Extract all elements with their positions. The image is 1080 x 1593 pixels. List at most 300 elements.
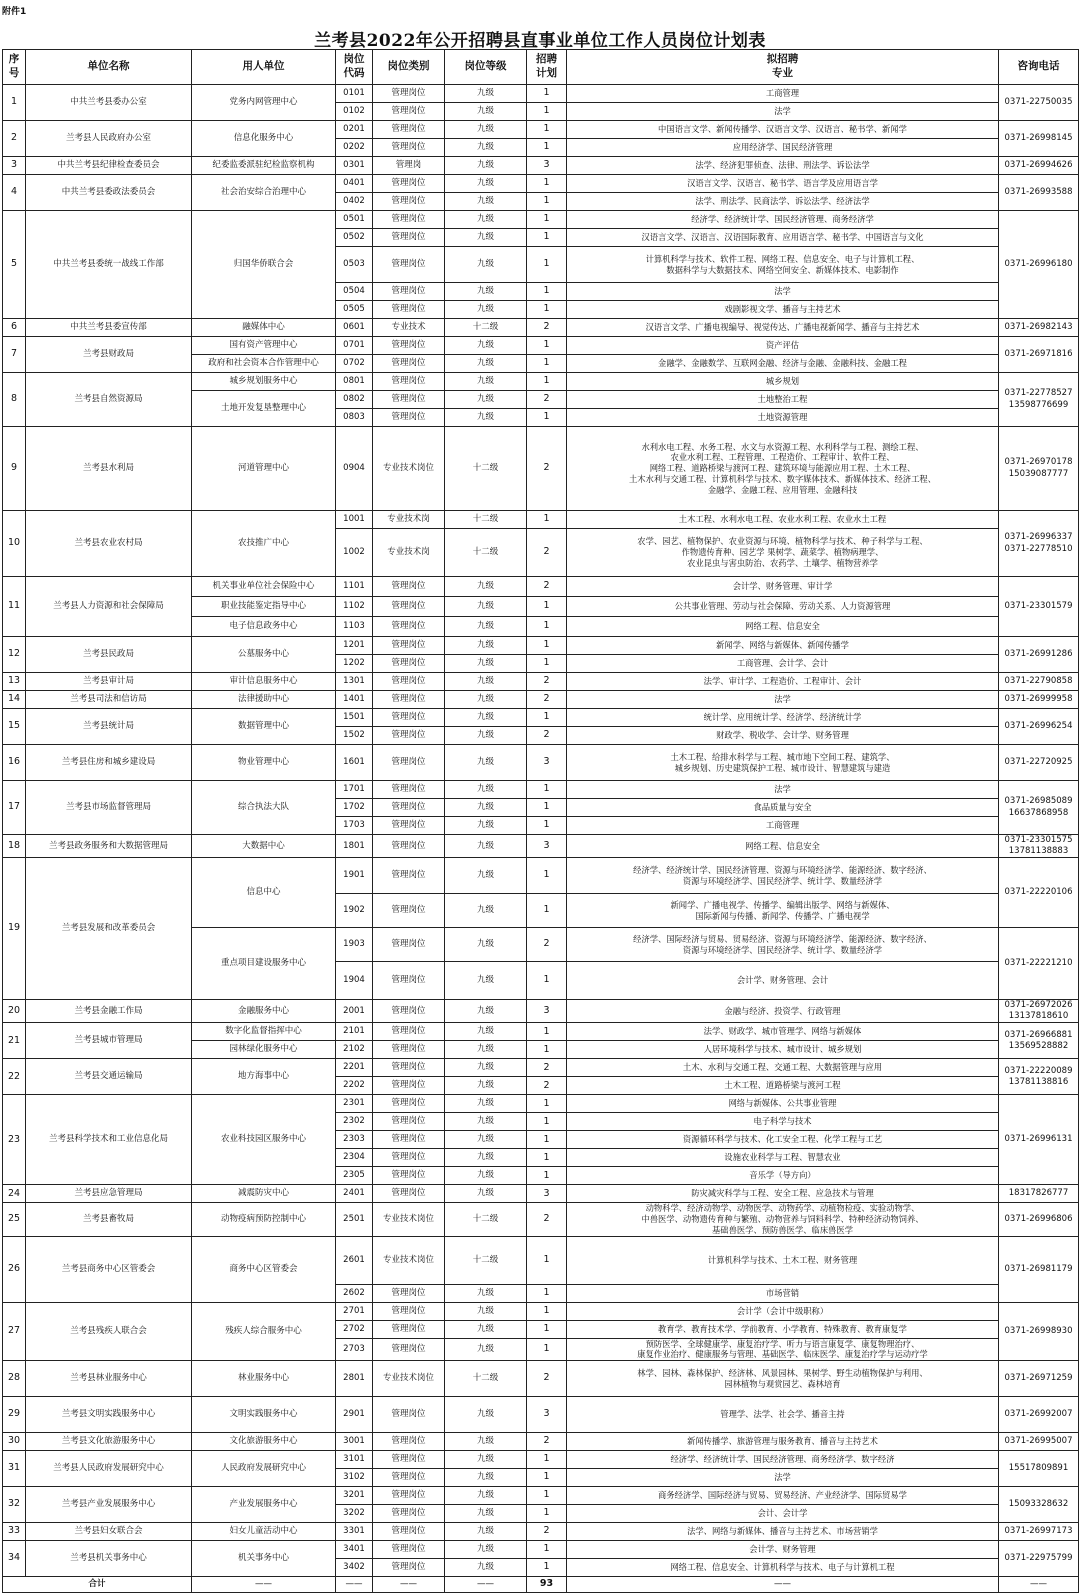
row-count: 3 — [527, 835, 567, 858]
row-post-code: 0701 — [336, 337, 373, 355]
row-phone: 0371-23301579 — [999, 577, 1079, 637]
table-row — [3, 1185, 1079, 1203]
row-post-code: 1301 — [336, 673, 373, 691]
row-unit-name: 中共兰考县委宣传部 — [26, 319, 192, 337]
row-unit-name: 兰考县住房和城乡建设局 — [26, 745, 192, 781]
row-post-code: 1601 — [336, 745, 373, 781]
row-seq: 22 — [3, 1059, 26, 1095]
row-phone: 15093328632 — [999, 1487, 1079, 1523]
row-post-type: 管理岗位 — [373, 193, 445, 211]
row-unit-name: 兰考县统计局 — [26, 709, 192, 745]
row-major: 土地整治工程 — [567, 391, 999, 409]
row-count: 2 — [527, 1361, 567, 1397]
header-count: 招聘 计划 — [527, 50, 567, 85]
row-post-level: 九级 — [445, 247, 527, 283]
row-post-level: 九级 — [445, 817, 527, 835]
row-employer: 数据管理中心 — [192, 709, 336, 745]
attachment-label: 附件1 — [2, 7, 27, 17]
row-post-code: 0801 — [336, 373, 373, 391]
row-major: 防灾减灾科学与工程、安全工程、应急技术与管理 — [567, 1185, 999, 1203]
row-post-level: 九级 — [445, 727, 527, 745]
row-count: 1 — [527, 1149, 567, 1167]
row-phone: 0371-26996131 — [999, 1095, 1079, 1185]
row-post-code: 0802 — [336, 391, 373, 409]
row-count: 1 — [527, 1113, 567, 1131]
row-post-type: 管理岗位 — [373, 1451, 445, 1469]
row-unit-name: 兰考县畜牧局 — [26, 1203, 192, 1236]
row-post-type: 管理岗位 — [373, 247, 445, 283]
table-row — [3, 835, 1079, 858]
row-count: 1 — [527, 817, 567, 835]
row-major: 金融学、金融数学、互联网金融、经济与金融、金融科技、金融工程 — [567, 355, 999, 373]
row-major: 经济学、经济统计学、国民经济管理、资源与环境经济学、能源经济、数字经济、 资源与环境经济学、国民经济学、统计学、数量经济学 — [567, 858, 999, 894]
row-count: 3 — [527, 157, 567, 175]
row-employer: 文化旅游服务中心 — [192, 1433, 336, 1451]
row-count: 1 — [527, 1095, 567, 1113]
row-major: 水利水电工程、水务工程、水文与水资源工程、水利科学与工程、测绘工程、 农业水利工程、工程管理、工程造价、工程审计、软件工程、 网络工程、道路桥梁与渡河工程、建筑环境与能源应用工程、土木工程、 土木水利与交通工程、计算机科学与技术、数字媒体技术、新媒体技术、经济工程、 金融学、金融工程、应用管理、金融科技 — [567, 427, 999, 511]
row-major: 管理学、法学、社会学、播音主持 — [567, 1397, 999, 1433]
row-post-level: 九级 — [445, 745, 527, 781]
row-count: 2 — [527, 1077, 567, 1095]
row-post-type: 管理岗位 — [373, 894, 445, 928]
row-employer: 信息中心 — [192, 858, 336, 928]
row-post-type: 管理岗位 — [373, 229, 445, 247]
row-post-type: 管理岗位 — [373, 1185, 445, 1203]
row-post-code: 1401 — [336, 691, 373, 709]
row-major: 农学、园艺、植物保护、农业资源与环境、植物科学与技术、种子科学与工程、 作物遗传育种、园艺学 果树学、蔬菜学、植物病理学、 农业昆虫与害虫防治、农药学、土壤学、植物营养学 — [567, 529, 999, 577]
row-unit-name: 兰考县商务中心区管委会 — [26, 1236, 192, 1302]
row-post-type: 管理岗位 — [373, 709, 445, 727]
row-count: 1 — [527, 103, 567, 121]
row-post-code: 2703 — [336, 1338, 373, 1361]
row-post-code: 1002 — [336, 529, 373, 577]
row-count: 2 — [527, 1523, 567, 1541]
row-post-type: 管理岗位 — [373, 337, 445, 355]
row-count: 1 — [527, 247, 567, 283]
row-post-level: 九级 — [445, 1167, 527, 1185]
row-post-level: 九级 — [445, 1284, 527, 1302]
row-post-level: 九级 — [445, 85, 527, 103]
row-employer: 残疾人综合服务中心 — [192, 1302, 336, 1361]
row-count: 1 — [527, 709, 567, 727]
row-post-level: 十二级 — [445, 529, 527, 577]
row-phone: 0371-23301575 13781138883 — [999, 835, 1079, 858]
row-seq: 4 — [3, 175, 26, 211]
row-major: 法学、经济犯罪侦查、法律、刑法学、诉讼法学 — [567, 157, 999, 175]
row-post-level: 九级 — [445, 1541, 527, 1559]
row-unit-name: 兰考县文明实践服务中心 — [26, 1397, 192, 1433]
header-post-code: 岗位 代码 — [336, 50, 373, 85]
row-seq: 26 — [3, 1236, 26, 1302]
row-count: 2 — [527, 1059, 567, 1077]
row-major: 法学、审计学、工程造价、工程审计、会计 — [567, 673, 999, 691]
row-post-level: 九级 — [445, 1433, 527, 1451]
row-post-level: 十二级 — [445, 427, 527, 511]
row-post-type: 管理岗位 — [373, 1559, 445, 1577]
table-header-row — [3, 50, 1079, 85]
row-seq: 27 — [3, 1302, 26, 1361]
row-count: 1 — [527, 858, 567, 894]
row-post-code: 1701 — [336, 781, 373, 799]
row-post-code: 2304 — [336, 1149, 373, 1167]
row-seq: 30 — [3, 1433, 26, 1451]
row-post-level: 九级 — [445, 337, 527, 355]
row-unit-name: 兰考县人民政府发展研究中心 — [26, 1451, 192, 1487]
row-post-level: 九级 — [445, 157, 527, 175]
row-count: 1 — [527, 283, 567, 301]
row-major: 计算机科学与技术、软件工程、网络工程、信息安全、电子与计算机工程、 数据科学与大数据技术、网络空间安全、新媒体技术、电影制作 — [567, 247, 999, 283]
row-unit-name: 兰考县政务服务和大数据管理局 — [26, 835, 192, 858]
row-major: 法学 — [567, 283, 999, 301]
row-employer: 公墓服务中心 — [192, 637, 336, 673]
row-count: 1 — [527, 355, 567, 373]
row-post-type: 管理岗位 — [373, 373, 445, 391]
row-seq: 28 — [3, 1361, 26, 1397]
row-seq: 21 — [3, 1023, 26, 1059]
row-post-level: 九级 — [445, 1451, 527, 1469]
row-post-type: 管理岗位 — [373, 1041, 445, 1059]
row-post-level: 九级 — [445, 1505, 527, 1523]
row-count: 3 — [527, 1185, 567, 1203]
row-major: 工商管理 — [567, 85, 999, 103]
row-major: 统计学、应用统计学、经济学、经济统计学 — [567, 709, 999, 727]
row-post-type: 管理岗位 — [373, 1302, 445, 1320]
row-post-type: 管理岗位 — [373, 577, 445, 597]
row-post-type: 管理岗位 — [373, 1113, 445, 1131]
row-post-code: 1201 — [336, 637, 373, 655]
row-unit-name: 兰考县审计局 — [26, 673, 192, 691]
row-post-type: 管理岗位 — [373, 962, 445, 1000]
row-post-level: 九级 — [445, 858, 527, 894]
row-employer: 物业管理中心 — [192, 745, 336, 781]
row-post-level: 十二级 — [445, 1236, 527, 1284]
row-post-type: 管理岗位 — [373, 637, 445, 655]
row-post-level: 九级 — [445, 121, 527, 139]
row-major: 金融与经济、投资学、行政管理 — [567, 1000, 999, 1023]
header-unit-name: 单位名称 — [26, 50, 192, 85]
row-post-type: 专业技术岗 — [373, 511, 445, 529]
row-post-level: 九级 — [445, 577, 527, 597]
row-unit-name: 兰考县残疾人联合会 — [26, 1302, 192, 1361]
row-phone: 0371-26998930 — [999, 1302, 1079, 1361]
row-major: 汉语言文学、汉语言、汉语国际教育、应用语言学、秘书学、中国语言与文化 — [567, 229, 999, 247]
row-post-level: 九级 — [445, 962, 527, 1000]
row-post-code: 3401 — [336, 1541, 373, 1559]
row-employer: 机关事业单位社会保险中心 — [192, 577, 336, 597]
row-unit-name: 兰考县应急管理局 — [26, 1185, 192, 1203]
row-major: 资源循环科学与技术、化工安全工程、化学工程与工艺 — [567, 1131, 999, 1149]
table-row — [3, 1487, 1079, 1505]
row-unit-name: 中共兰考县纪律检查委员会 — [26, 157, 192, 175]
row-post-level: 九级 — [445, 655, 527, 673]
row-post-level: 九级 — [445, 283, 527, 301]
row-unit-name: 兰考县水利局 — [26, 427, 192, 511]
row-post-type: 管理岗位 — [373, 673, 445, 691]
row-phone: 0371-26994626 — [999, 157, 1079, 175]
row-post-code: 1001 — [336, 511, 373, 529]
row-unit-name: 兰考县产业发展服务中心 — [26, 1487, 192, 1523]
row-count: 1 — [527, 139, 567, 157]
row-seq: 29 — [3, 1397, 26, 1433]
row-phone: 0371-26972026 13137818610 — [999, 1000, 1079, 1023]
row-count: 1 — [527, 617, 567, 637]
row-post-code: 3001 — [336, 1433, 373, 1451]
row-phone: 0371-22720925 — [999, 745, 1079, 781]
row-count: 1 — [527, 597, 567, 617]
row-seq: 2 — [3, 121, 26, 157]
row-seq: 18 — [3, 835, 26, 858]
row-unit-name: 兰考县交通运输局 — [26, 1059, 192, 1095]
row-post-type: 管理岗位 — [373, 1077, 445, 1095]
row-post-level: 九级 — [445, 894, 527, 928]
row-unit-name: 兰考县文化旅游服务中心 — [26, 1433, 192, 1451]
header-post-type: 岗位类别 — [373, 50, 445, 85]
row-post-type: 管理岗位 — [373, 745, 445, 781]
row-employer: 土地开发复垦整理中心 — [192, 391, 336, 427]
row-count: 1 — [527, 229, 567, 247]
row-phone: 0371-22790858 — [999, 673, 1079, 691]
row-post-code: 2901 — [336, 1397, 373, 1433]
row-employer: 金融服务中心 — [192, 1000, 336, 1023]
row-seq: 31 — [3, 1451, 26, 1487]
row-employer: 纪委监委派驻纪检监察机构 — [192, 157, 336, 175]
row-post-level: 九级 — [445, 229, 527, 247]
row-post-code: 0402 — [336, 193, 373, 211]
row-major: 电子科学与技术 — [567, 1113, 999, 1131]
row-major: 网络工程、信息安全 — [567, 835, 999, 858]
table-row — [3, 1023, 1079, 1041]
row-phone: 0371-26981179 — [999, 1236, 1079, 1302]
table-row — [3, 1302, 1079, 1320]
row-major: 土木工程、道路桥梁与渡河工程 — [567, 1077, 999, 1095]
row-major: 会计、会计学 — [567, 1505, 999, 1523]
row-major: 教育学、教育技术学、学前教育、小学教育、特殊教育、教育康复学 — [567, 1320, 999, 1338]
row-post-code: 1501 — [336, 709, 373, 727]
header-phone: 咨询电话 — [999, 50, 1079, 85]
row-major: 土木工程、给排水科学与工程、城市地下空间工程、建筑学、 城乡规划、历史建筑保护工程、城市设计、智慧建筑与建造 — [567, 745, 999, 781]
row-major: 汉语言文学、汉语言、秘书学、语言学及应用语言学 — [567, 175, 999, 193]
row-post-type: 专业技术岗位 — [373, 427, 445, 511]
row-employer: 农业科技园区服务中心 — [192, 1095, 336, 1185]
table-row — [3, 637, 1079, 655]
total-count: 93 — [527, 1577, 567, 1593]
row-post-level: 九级 — [445, 1185, 527, 1203]
row-count: 1 — [527, 1505, 567, 1523]
row-major: 法学、网络与新媒体、播音与主持艺术、市场营销学 — [567, 1523, 999, 1541]
total-dash: —— — [336, 1577, 373, 1593]
table-row — [3, 211, 1079, 229]
row-count: 1 — [527, 409, 567, 427]
table-row — [3, 1059, 1079, 1077]
row-post-code: 1904 — [336, 962, 373, 1000]
row-phone: 0371-26970178 15039087777 — [999, 427, 1079, 511]
row-post-code: 2102 — [336, 1041, 373, 1059]
row-post-type: 专业技术岗位 — [373, 1236, 445, 1284]
row-post-code: 2601 — [336, 1236, 373, 1284]
row-post-type: 管理岗位 — [373, 1284, 445, 1302]
table-row — [3, 319, 1079, 337]
row-seq: 33 — [3, 1523, 26, 1541]
row-count: 1 — [527, 1469, 567, 1487]
row-employer: 重点项目建设服务中心 — [192, 928, 336, 1000]
row-major: 会计学、财务管理、会计 — [567, 962, 999, 1000]
table-row — [3, 577, 1079, 597]
row-post-type: 管理岗位 — [373, 691, 445, 709]
row-phone: 0371-26996337 0371-22778510 — [999, 511, 1079, 577]
row-post-type: 管理岗位 — [373, 1167, 445, 1185]
row-employer: 信息化服务中心 — [192, 121, 336, 157]
row-count: 1 — [527, 1338, 567, 1361]
row-major: 市场营销 — [567, 1284, 999, 1302]
row-count: 1 — [527, 85, 567, 103]
row-employer: 妇女儿童活动中心 — [192, 1523, 336, 1541]
row-unit-name: 兰考县城市管理局 — [26, 1023, 192, 1059]
row-major: 法学 — [567, 781, 999, 799]
row-major: 新闻学、网络与新媒体、新闻传播学 — [567, 637, 999, 655]
row-unit-name: 兰考县农业农村局 — [26, 511, 192, 577]
row-post-code: 0505 — [336, 301, 373, 319]
row-count: 1 — [527, 1487, 567, 1505]
header-seq: 序 号 — [3, 50, 26, 85]
row-employer: 地方海事中心 — [192, 1059, 336, 1095]
recruitment-table — [2, 49, 1079, 1593]
row-major: 土木工程、水利水电工程、农业水利工程、农业水土工程 — [567, 511, 999, 529]
row-employer: 法律援助中心 — [192, 691, 336, 709]
row-post-code: 1502 — [336, 727, 373, 745]
table-row — [3, 691, 1079, 709]
row-count: 2 — [527, 529, 567, 577]
row-major: 网络与新媒体、公共事业管理 — [567, 1095, 999, 1113]
row-post-type: 管理岗位 — [373, 85, 445, 103]
row-seq: 13 — [3, 673, 26, 691]
row-post-code: 0502 — [336, 229, 373, 247]
row-count: 2 — [527, 727, 567, 745]
row-post-level: 九级 — [445, 1487, 527, 1505]
row-post-code: 2401 — [336, 1185, 373, 1203]
row-post-type: 管理岗位 — [373, 928, 445, 962]
row-post-code: 2202 — [336, 1077, 373, 1095]
row-unit-name: 兰考县林业服务中心 — [26, 1361, 192, 1397]
row-post-code: 1202 — [336, 655, 373, 673]
row-phone: 0371-22975799 — [999, 1541, 1079, 1577]
row-unit-name: 兰考县自然资源局 — [26, 373, 192, 427]
row-phone: 0371-26995007 — [999, 1433, 1079, 1451]
row-unit-name: 兰考县科学技术和工业信息化局 — [26, 1095, 192, 1185]
row-post-level: 九级 — [445, 597, 527, 617]
row-employer: 商务中心区管委会 — [192, 1236, 336, 1302]
row-post-type: 管理岗位 — [373, 1131, 445, 1149]
row-post-code: 0601 — [336, 319, 373, 337]
row-phone: 0371-26996806 — [999, 1203, 1079, 1236]
row-post-type: 管理岗位 — [373, 1338, 445, 1361]
row-post-type: 管理岗位 — [373, 1469, 445, 1487]
row-phone: 0371-26993588 — [999, 175, 1079, 211]
row-post-level: 九级 — [445, 1302, 527, 1320]
table-row — [3, 745, 1079, 781]
row-post-level: 九级 — [445, 1338, 527, 1361]
total-dash: —— — [445, 1577, 527, 1593]
row-unit-name: 兰考县机关事务中心 — [26, 1541, 192, 1577]
row-employer: 综合执法大队 — [192, 781, 336, 835]
row-seq: 11 — [3, 577, 26, 637]
total-dash: —— — [373, 1577, 445, 1593]
row-employer: 大数据中心 — [192, 835, 336, 858]
row-unit-name: 兰考县民政局 — [26, 637, 192, 673]
row-post-type: 管理岗位 — [373, 121, 445, 139]
row-employer: 人民政府发展研究中心 — [192, 1451, 336, 1487]
row-major: 经济学、经济统计学、国民经济管理、商务经济学、数字经济 — [567, 1451, 999, 1469]
row-post-type: 管理岗位 — [373, 727, 445, 745]
row-seq: 34 — [3, 1541, 26, 1577]
row-post-level: 九级 — [445, 175, 527, 193]
row-post-code: 1102 — [336, 597, 373, 617]
table-row — [3, 337, 1079, 355]
row-seq: 23 — [3, 1095, 26, 1185]
row-employer: 融媒体中心 — [192, 319, 336, 337]
row-post-level: 九级 — [445, 673, 527, 691]
row-unit-name: 兰考县市场监督管理局 — [26, 781, 192, 835]
row-count: 1 — [527, 1131, 567, 1149]
row-post-code: 0201 — [336, 121, 373, 139]
row-post-level: 九级 — [445, 1077, 527, 1095]
row-count: 3 — [527, 745, 567, 781]
row-post-code: 2702 — [336, 1320, 373, 1338]
row-post-code: 2301 — [336, 1095, 373, 1113]
row-employer: 职业技能鉴定指导中心 — [192, 597, 336, 617]
row-count: 3 — [527, 1397, 567, 1433]
row-post-type: 管理岗位 — [373, 817, 445, 835]
row-phone: 0371-22221210 — [999, 928, 1079, 1000]
row-seq: 16 — [3, 745, 26, 781]
row-phone: 0371-26985089 16637868958 — [999, 781, 1079, 835]
row-post-code: 2303 — [336, 1131, 373, 1149]
row-phone: 0371-22220089 13781138816 — [999, 1059, 1079, 1095]
row-post-code: 3101 — [336, 1451, 373, 1469]
row-employer: 产业发展服务中心 — [192, 1487, 336, 1523]
row-seq: 15 — [3, 709, 26, 745]
row-count: 1 — [527, 1236, 567, 1284]
row-major: 计算机科学与技术、土木工程、财务管理 — [567, 1236, 999, 1284]
row-post-type: 管理岗位 — [373, 1397, 445, 1433]
row-major: 法学 — [567, 103, 999, 121]
row-post-level: 九级 — [445, 1000, 527, 1023]
table-row — [3, 1541, 1079, 1559]
row-post-code: 0702 — [336, 355, 373, 373]
row-phone: 0371-26996254 — [999, 709, 1079, 745]
row-major: 法学、财政学、城市管理学、网络与新媒体 — [567, 1023, 999, 1041]
row-count: 1 — [527, 1167, 567, 1185]
row-major: 汉语言文学、广播电视编导、视觉传达、广播电视新闻学、播音与主持艺术 — [567, 319, 999, 337]
row-post-code: 0301 — [336, 157, 373, 175]
row-post-type: 管理岗位 — [373, 211, 445, 229]
row-major: 新闻传播学、旅游管理与服务教育、播音与主持艺术 — [567, 1433, 999, 1451]
row-major: 商务经济学、国际经济与贸易、贸易经济、产业经济学、国际贸易学 — [567, 1487, 999, 1505]
row-phone: 0371-22750035 — [999, 85, 1079, 121]
table-row — [3, 858, 1079, 894]
row-post-level: 九级 — [445, 139, 527, 157]
table-row — [3, 781, 1079, 799]
page-title: 兰考县2022年公开招聘县直事业单位工作人员岗位计划表 — [314, 31, 766, 51]
table-row — [3, 85, 1079, 103]
row-count: 2 — [527, 427, 567, 511]
row-post-type: 管理岗位 — [373, 1523, 445, 1541]
row-employer: 林业服务中心 — [192, 1361, 336, 1397]
row-post-type: 管理岗位 — [373, 355, 445, 373]
header-employer: 用人单位 — [192, 50, 336, 85]
row-post-type: 管理岗位 — [373, 1000, 445, 1023]
row-count: 2 — [527, 391, 567, 409]
row-employer: 农技推广中心 — [192, 511, 336, 577]
